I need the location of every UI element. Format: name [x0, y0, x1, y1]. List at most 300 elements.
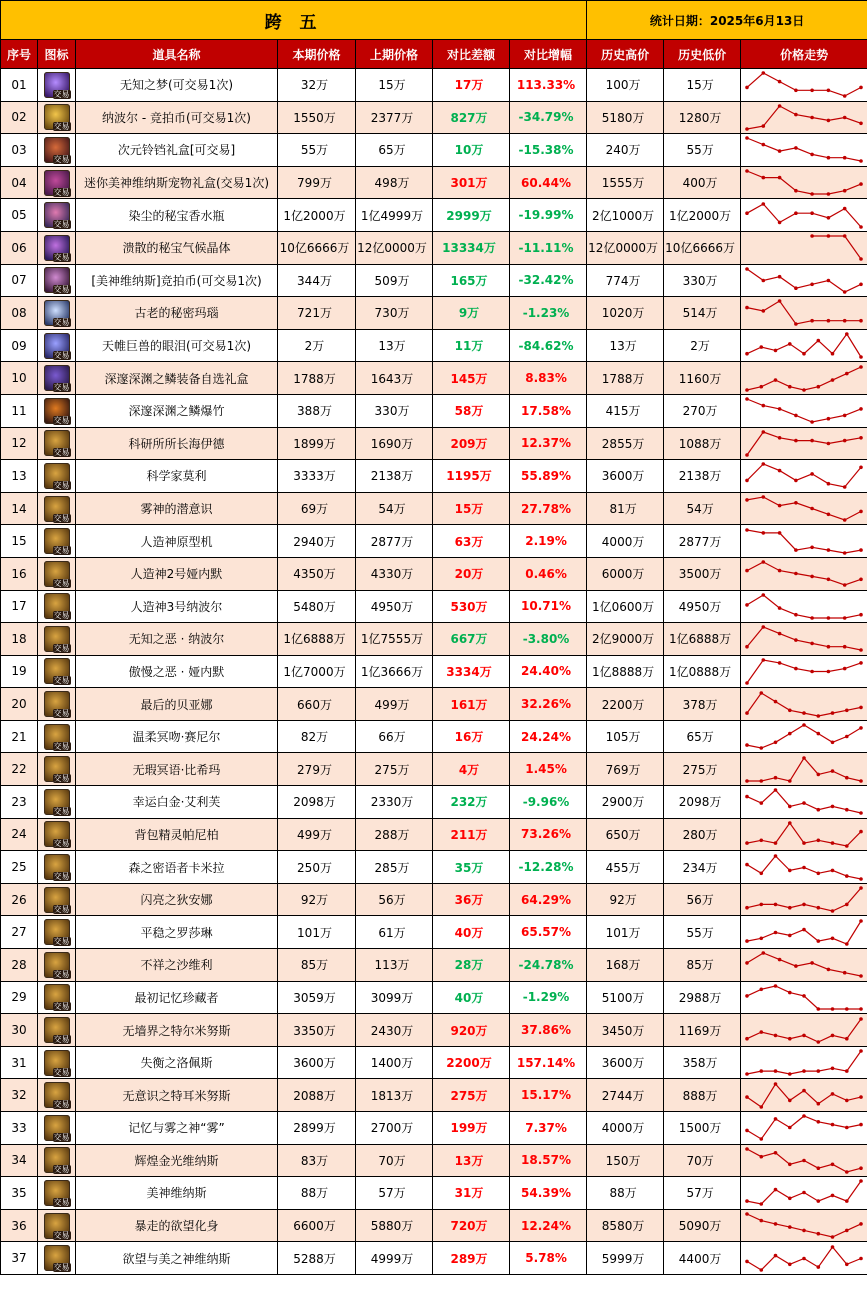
trend-point	[859, 355, 863, 359]
item-name: 闪亮之狄安娜	[76, 883, 278, 916]
trend-point	[760, 987, 764, 991]
trend-point	[843, 645, 847, 649]
trend-point	[774, 1033, 778, 1037]
card-icon	[44, 1050, 70, 1076]
trend-point	[762, 626, 766, 630]
history-low: 3500万	[664, 557, 741, 590]
history-low: 2138万	[664, 460, 741, 493]
current-price: 4350万	[278, 557, 356, 590]
trend-point	[760, 1203, 764, 1207]
col-header-difference[interactable]: 对比差额	[433, 40, 510, 69]
price-sparkline	[741, 232, 867, 263]
price-sparkline	[741, 852, 867, 883]
trend-point	[831, 1194, 835, 1198]
trend-point	[778, 958, 782, 962]
change-percent: 5.78%	[510, 1242, 587, 1275]
trend-point	[745, 1200, 749, 1204]
trend-point	[831, 868, 835, 872]
trend-point	[794, 572, 798, 576]
trend-line	[747, 595, 861, 618]
trend-point	[745, 169, 749, 173]
previous-price: 498万	[356, 166, 433, 199]
change-percent: -9.96%	[510, 786, 587, 819]
trend-line	[747, 888, 861, 911]
trend-point	[774, 789, 778, 793]
table-row[interactable]	[1, 818, 867, 851]
trend-point	[843, 583, 847, 587]
trend-point	[745, 743, 749, 747]
history-high: 8580万	[587, 1209, 664, 1242]
item-name: 无意识之特耳米努斯	[76, 1079, 278, 1112]
trend-point	[831, 909, 835, 913]
price-trend-cell	[741, 525, 867, 558]
col-header-previous-price[interactable]: 上期价格	[356, 40, 433, 69]
trend-point	[778, 80, 782, 84]
current-price: 85万	[278, 949, 356, 982]
price-trend-cell	[741, 362, 867, 395]
trend-point	[810, 153, 814, 157]
col-header-no[interactable]: 序号	[1, 40, 38, 69]
change-percent: 113.33%	[510, 69, 587, 102]
trend-point	[859, 661, 863, 665]
price-trend-cell	[741, 1046, 867, 1079]
table-row[interactable]	[1, 427, 867, 460]
table-row[interactable]	[1, 851, 867, 884]
trade-badge: 交易	[53, 709, 70, 719]
current-price: 799万	[278, 166, 356, 199]
current-price: 499万	[278, 818, 356, 851]
table-row[interactable]	[1, 134, 867, 167]
table-row[interactable]	[1, 1112, 867, 1145]
trend-point	[788, 708, 792, 712]
change-percent: -1.29%	[510, 981, 587, 1014]
current-price: 1亿6888万	[278, 623, 356, 656]
item-name: 辉煌金光维纳斯	[76, 1144, 278, 1177]
tear-gem-icon	[44, 333, 70, 359]
change-percent: -1.23%	[510, 297, 587, 330]
trend-point	[745, 795, 749, 799]
current-price: 1亿7000万	[278, 655, 356, 688]
trend-point	[843, 971, 847, 975]
table-row[interactable]	[1, 883, 867, 916]
trend-point	[845, 1126, 849, 1130]
current-price: 55万	[278, 134, 356, 167]
price-trend-cell	[741, 590, 867, 623]
price-sparkline	[741, 526, 867, 557]
trend-line	[747, 497, 861, 520]
change-percent: -3.80%	[510, 623, 587, 656]
col-header-change-pct[interactable]: 对比增幅	[510, 40, 587, 69]
trend-point	[810, 439, 814, 443]
item-icon-cell	[38, 1209, 76, 1242]
trend-point	[817, 732, 821, 736]
trend-point	[810, 282, 814, 286]
trend-point	[810, 211, 814, 215]
history-high: 12亿0000万	[587, 231, 664, 264]
history-high: 13万	[587, 329, 664, 362]
trade-badge: 交易	[53, 1263, 70, 1273]
history-high: 240万	[587, 134, 664, 167]
trend-point	[774, 1253, 778, 1257]
trend-point	[760, 838, 764, 842]
table-row[interactable]	[1, 394, 867, 427]
trend-point	[827, 216, 831, 220]
previous-price: 3099万	[356, 981, 433, 1014]
previous-price: 2877万	[356, 525, 433, 558]
row-number: 37	[1, 1242, 38, 1275]
trend-point	[859, 812, 863, 816]
trend-point	[778, 104, 782, 108]
change-percent: 64.29%	[510, 883, 587, 916]
trend-point	[762, 310, 766, 314]
trade-badge: 交易	[53, 1100, 70, 1110]
item-icon-cell	[38, 134, 76, 167]
item-icon-cell	[38, 460, 76, 493]
trend-point	[827, 319, 831, 323]
table-row[interactable]	[1, 1177, 867, 1210]
table-row[interactable]	[1, 557, 867, 590]
trend-point	[859, 548, 863, 552]
trend-point	[774, 741, 778, 745]
trend-point	[745, 1259, 749, 1263]
table-body	[1, 69, 867, 1275]
table-row[interactable]	[1, 525, 867, 558]
trend-point	[745, 779, 749, 783]
price-trend-cell	[741, 166, 867, 199]
trade-badge: 交易	[53, 1165, 70, 1175]
table-row[interactable]	[1, 166, 867, 199]
row-number: 06	[1, 231, 38, 264]
item-icon-cell	[38, 753, 76, 786]
trend-point	[843, 94, 847, 98]
history-high: 2900万	[587, 786, 664, 819]
trend-point	[762, 404, 766, 408]
table-row[interactable]	[1, 1209, 867, 1242]
item-name: 记忆与雾之神“雾”	[76, 1112, 278, 1145]
trend-point	[802, 928, 806, 932]
trend-point	[794, 113, 798, 117]
trend-point	[817, 385, 821, 389]
change-percent: 60.44%	[510, 166, 587, 199]
trend-point	[745, 453, 749, 457]
previous-price: 730万	[356, 297, 433, 330]
trend-point	[810, 642, 814, 646]
price-trend-cell	[741, 1079, 867, 1112]
card-icon	[44, 626, 70, 652]
trend-point	[794, 965, 798, 969]
trend-point	[831, 1092, 835, 1096]
col-header-icon[interactable]: 图标	[38, 40, 76, 69]
table-row[interactable]	[1, 1079, 867, 1112]
table-row[interactable]	[1, 1046, 867, 1079]
col-header-trend[interactable]: 价格走势	[741, 40, 867, 69]
trend-point	[845, 371, 849, 375]
current-price: 10亿6666万	[278, 231, 356, 264]
table-row[interactable]	[1, 1242, 867, 1275]
item-name: 傲慢之恶 · 娅内默	[76, 655, 278, 688]
trend-point	[810, 319, 814, 323]
table-row[interactable]	[1, 199, 867, 232]
trend-point	[859, 225, 863, 229]
trend-point	[745, 1036, 749, 1040]
trend-point	[843, 616, 847, 620]
trend-point	[859, 1123, 863, 1127]
trend-point	[802, 865, 806, 869]
item-icon-cell	[38, 1112, 76, 1145]
item-icon-cell	[38, 199, 76, 232]
trade-badge: 交易	[53, 806, 70, 816]
trend-point	[760, 1137, 764, 1141]
change-percent: 12.24%	[510, 1209, 587, 1242]
trend-point	[794, 548, 798, 552]
item-icon-cell	[38, 720, 76, 753]
price-sparkline	[741, 134, 867, 165]
history-low: 280万	[664, 818, 741, 851]
trend-point	[817, 1232, 821, 1236]
card-icon	[44, 1017, 70, 1043]
trend-point	[859, 649, 863, 653]
history-high: 5100万	[587, 981, 664, 1014]
item-name: 温柔冥吻·赛尼尔	[76, 720, 278, 753]
col-header-current-price[interactable]: 本期价格	[278, 40, 356, 69]
item-name: 深邃深渊之鳞装备自选礼盒	[76, 362, 278, 395]
table-row[interactable]	[1, 590, 867, 623]
item-icon-cell	[38, 394, 76, 427]
trend-point	[745, 388, 749, 392]
trend-point	[817, 1200, 821, 1204]
row-number: 33	[1, 1112, 38, 1145]
trend-point	[762, 430, 766, 434]
table-row[interactable]	[1, 916, 867, 949]
trend-point	[774, 349, 778, 353]
change-percent: 65.57%	[510, 916, 587, 949]
table-row[interactable]	[1, 949, 867, 982]
trade-badge: 交易	[53, 1035, 70, 1045]
trend-point	[827, 645, 831, 649]
table-row[interactable]	[1, 720, 867, 753]
table-row[interactable]	[1, 297, 867, 330]
trend-point	[817, 1007, 821, 1011]
card-icon	[44, 496, 70, 522]
item-name: 人造神3号纳波尔	[76, 590, 278, 623]
trend-point	[827, 234, 831, 238]
row-number: 22	[1, 753, 38, 786]
current-price: 1550万	[278, 101, 356, 134]
trend-point	[859, 919, 863, 923]
stat-date: 统计日期：2025年6月13日	[587, 1, 867, 40]
previous-price: 1813万	[356, 1079, 433, 1112]
history-low: 4950万	[664, 590, 741, 623]
history-low: 2万	[664, 329, 741, 362]
trend-line	[747, 725, 861, 748]
trend-point	[760, 1155, 764, 1159]
firecracker-icon	[44, 398, 70, 424]
col-header-history-high[interactable]: 历史高价	[587, 40, 664, 69]
table-row[interactable]	[1, 231, 867, 264]
row-number: 28	[1, 949, 38, 982]
col-header-name[interactable]: 道具名称	[76, 40, 278, 69]
trend-point	[831, 1162, 835, 1166]
trend-point	[831, 1033, 835, 1037]
trend-point	[817, 871, 821, 875]
price-difference: 667万	[433, 623, 510, 656]
price-sparkline	[741, 558, 867, 589]
item-icon-cell	[38, 916, 76, 949]
previous-price: 499万	[356, 688, 433, 721]
trend-line	[747, 1116, 861, 1139]
item-icon-cell	[38, 883, 76, 916]
history-low: 514万	[664, 297, 741, 330]
trade-badge: 交易	[53, 937, 70, 947]
col-header-history-low[interactable]: 历史低价	[664, 40, 741, 69]
trend-point	[774, 841, 778, 845]
price-sparkline	[741, 884, 867, 915]
table-row[interactable]	[1, 1014, 867, 1047]
trend-point	[845, 1262, 849, 1266]
trend-point	[762, 658, 766, 662]
table-row[interactable]	[1, 688, 867, 721]
trend-point	[817, 714, 821, 718]
trend-point	[859, 1166, 863, 1170]
trend-line	[747, 464, 861, 487]
trend-point	[774, 1117, 778, 1121]
trend-point	[859, 1256, 863, 1260]
ice-crystal-icon	[44, 300, 70, 326]
table-row[interactable]	[1, 264, 867, 297]
previous-price: 2138万	[356, 460, 433, 493]
previous-price: 70万	[356, 1144, 433, 1177]
price-difference: 165万	[433, 264, 510, 297]
current-price: 3059万	[278, 981, 356, 1014]
trend-point	[843, 206, 847, 210]
change-percent: -34.79%	[510, 101, 587, 134]
table-row[interactable]	[1, 753, 867, 786]
table-row[interactable]	[1, 981, 867, 1014]
history-high: 168万	[587, 949, 664, 982]
price-sparkline	[741, 428, 867, 459]
card-icon	[44, 724, 70, 750]
previous-price: 1400万	[356, 1046, 433, 1079]
price-trend-cell	[741, 623, 867, 656]
trend-point	[859, 578, 863, 582]
card-icon	[44, 463, 70, 489]
change-percent: 8.83%	[510, 362, 587, 395]
row-number: 20	[1, 688, 38, 721]
price-trend-cell	[741, 427, 867, 460]
trade-badge: 交易	[53, 1132, 70, 1142]
change-percent: 18.57%	[510, 1144, 587, 1177]
trend-point	[859, 779, 863, 783]
trade-badge: 交易	[53, 643, 70, 653]
trend-point	[774, 378, 778, 382]
trend-line	[747, 660, 861, 683]
price-sparkline	[741, 460, 867, 491]
trend-point	[845, 844, 849, 848]
trend-point	[788, 385, 792, 389]
table-row[interactable]	[1, 460, 867, 493]
trend-point	[760, 903, 764, 907]
trend-point	[843, 414, 847, 418]
trend-point	[788, 1036, 792, 1040]
history-low: 85万	[664, 949, 741, 982]
item-name: 染尘的秘宝香水瓶	[76, 199, 278, 232]
card-icon	[44, 821, 70, 847]
item-name: 暴走的欲望化身	[76, 1209, 278, 1242]
item-icon-cell	[38, 362, 76, 395]
trade-badge: 交易	[53, 904, 70, 914]
previous-price: 1亿3666万	[356, 655, 433, 688]
price-sparkline	[741, 1177, 867, 1208]
trend-point	[810, 575, 814, 579]
table-row[interactable]	[1, 655, 867, 688]
trend-point	[762, 71, 766, 75]
previous-price: 13万	[356, 329, 433, 362]
item-icon-cell	[38, 557, 76, 590]
trend-point	[817, 906, 821, 910]
table-row[interactable]	[1, 329, 867, 362]
table-row[interactable]	[1, 786, 867, 819]
trend-point	[788, 1098, 792, 1102]
table-row[interactable]	[1, 69, 867, 102]
change-percent: 157.14%	[510, 1046, 587, 1079]
gold-coin-icon	[44, 104, 70, 130]
trade-badge: 交易	[53, 741, 70, 751]
current-price: 3350万	[278, 1014, 356, 1047]
item-icon-cell	[38, 1046, 76, 1079]
trend-point	[774, 776, 778, 780]
price-difference: 9万	[433, 297, 510, 330]
trend-point	[762, 531, 766, 535]
history-high: 4000万	[587, 1112, 664, 1145]
item-icon-cell	[38, 1079, 76, 1112]
trend-point	[831, 1123, 835, 1127]
price-difference: 920万	[433, 1014, 510, 1047]
trend-point	[762, 463, 766, 467]
table-row[interactable]	[1, 101, 867, 134]
trend-point	[802, 1256, 806, 1260]
current-price: 2万	[278, 329, 356, 362]
previous-price: 1690万	[356, 427, 433, 460]
table-row[interactable]	[1, 1144, 867, 1177]
trend-point	[802, 802, 806, 806]
trend-point	[802, 1229, 806, 1233]
trend-point	[745, 711, 749, 715]
row-number: 29	[1, 981, 38, 1014]
trade-badge: 交易	[53, 383, 70, 393]
trend-point	[845, 1170, 849, 1174]
table-row[interactable]	[1, 362, 867, 395]
trend-point	[774, 903, 778, 907]
price-sparkline	[741, 102, 867, 133]
current-price: 2088万	[278, 1079, 356, 1112]
trend-point	[788, 868, 792, 872]
trend-point	[817, 1120, 821, 1124]
price-trend-cell	[741, 394, 867, 427]
price-difference: 161万	[433, 688, 510, 721]
trend-point	[760, 779, 764, 783]
card-icon	[44, 1213, 70, 1239]
trend-point	[794, 479, 798, 483]
trend-point	[745, 352, 749, 356]
item-name: 深邃深渊之鳞爆竹	[76, 394, 278, 427]
item-icon-cell	[38, 166, 76, 199]
change-percent: -12.28%	[510, 851, 587, 884]
table-row[interactable]	[1, 623, 867, 656]
table-row[interactable]	[1, 492, 867, 525]
history-high: 1020万	[587, 297, 664, 330]
history-low: 378万	[664, 688, 741, 721]
trade-badge: 交易	[53, 513, 70, 523]
